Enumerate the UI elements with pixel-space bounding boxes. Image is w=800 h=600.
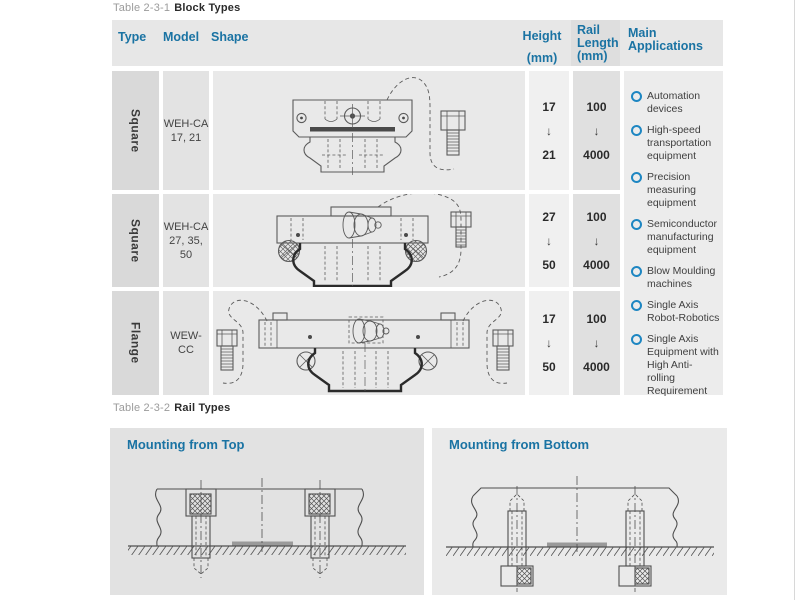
down-arrow-icon: ↓ [593, 336, 600, 350]
square-block-drawing-17-21 [213, 71, 525, 190]
table-number-label: Table 2-3-1 [113, 2, 171, 14]
square-block-drawing-27-35-50 [213, 194, 525, 287]
table-2-3-1-caption [113, 2, 240, 14]
row1-shape-cell [213, 71, 525, 190]
row2-height-cell: 27 ↓ 50 [529, 194, 569, 287]
row3-type-label: Flange [128, 322, 143, 364]
circle-ring-icon [631, 300, 642, 311]
circle-ring-icon [631, 125, 642, 136]
row1-rail-length-cell: 100 ↓ 4000 [573, 71, 620, 190]
flange-block-drawing [213, 291, 525, 395]
table-number-label: Table 2-3-2 [113, 402, 171, 414]
page-edge-line [794, 0, 795, 600]
row2-shape-cell [213, 194, 525, 287]
down-arrow-icon: ↓ [593, 233, 600, 248]
row3-model-cell: WEW-CC [163, 291, 209, 395]
row3-height-cell: 17 ↓ 50 [529, 291, 569, 395]
down-arrow-icon: ↓ [546, 336, 552, 350]
panel-title: Mounting from Bottom [449, 437, 590, 452]
table-title: Block Types [174, 2, 241, 14]
circle-ring-icon [631, 219, 642, 230]
list-item: Blow Moulding machines [631, 265, 720, 291]
mounting-bolt-icon [501, 486, 533, 592]
panel-title: Mounting from Top [127, 437, 245, 452]
applications-list [631, 90, 720, 398]
row2-type-cell [112, 194, 159, 287]
table-title: Rail Types [174, 402, 231, 414]
col-header-type: Type [118, 30, 147, 44]
list-item: Single Axis Equipment with High Anti-rolling Requirement [631, 333, 720, 398]
list-item: Automation devices [631, 90, 720, 116]
list-item: Single Axis Robot-Robotics [631, 299, 720, 325]
circle-ring-icon [631, 266, 642, 277]
down-arrow-icon: ↓ [546, 123, 552, 138]
row2-type-label: Square [128, 218, 143, 263]
col-header-height: Height [522, 29, 562, 43]
list-item: Precision measuring equipment [631, 171, 720, 210]
grease-nipple-icon [353, 319, 389, 343]
col-header-rail-length: Rail Length (mm) [577, 23, 619, 63]
row3-type-cell [112, 291, 159, 395]
mounting-from-top-panel [110, 428, 424, 595]
row1-height-cell: 17 ↓ 21 [529, 71, 569, 190]
row2-rail-length-cell: 100 ↓ 4000 [573, 194, 620, 287]
circle-ring-icon [631, 334, 642, 345]
mounting-from-bottom-panel [432, 428, 727, 595]
table-2-3-2-caption [113, 402, 230, 414]
row2-model-cell: WEH-CA 27, 35, 50 [163, 194, 209, 287]
row3-shape-cell [213, 291, 525, 395]
list-item: Semiconductor manufacturing equipment [631, 218, 720, 257]
bolt-icon [493, 330, 513, 370]
row1-model-cell: WEH-CA 17, 21 [163, 71, 209, 190]
rail-mounting-bottom-drawing [432, 456, 727, 595]
circle-ring-icon [631, 91, 642, 102]
row1-type-label: Square [128, 108, 143, 153]
col-header-model: Model [163, 30, 200, 44]
col-header-shape: Shape [211, 30, 249, 44]
block-table-header [112, 20, 723, 66]
col-header-main-applications: Main Applications [628, 26, 704, 53]
down-arrow-icon: ↓ [546, 233, 552, 248]
down-arrow-icon: ↓ [593, 123, 600, 138]
row1-type-cell [112, 71, 159, 190]
main-applications-cell [624, 71, 723, 395]
bolt-icon [217, 330, 237, 370]
bolt-icon [441, 111, 465, 155]
col-header-height-unit: (mm) [526, 51, 558, 65]
row3-rail-length-cell: 100 ↓ 4000 [573, 291, 620, 395]
rail-mounting-top-drawing [110, 456, 424, 595]
list-item: High-speed transportation equipment [631, 124, 720, 163]
mounting-bolt-icon [186, 480, 216, 578]
circle-ring-icon [631, 172, 642, 183]
